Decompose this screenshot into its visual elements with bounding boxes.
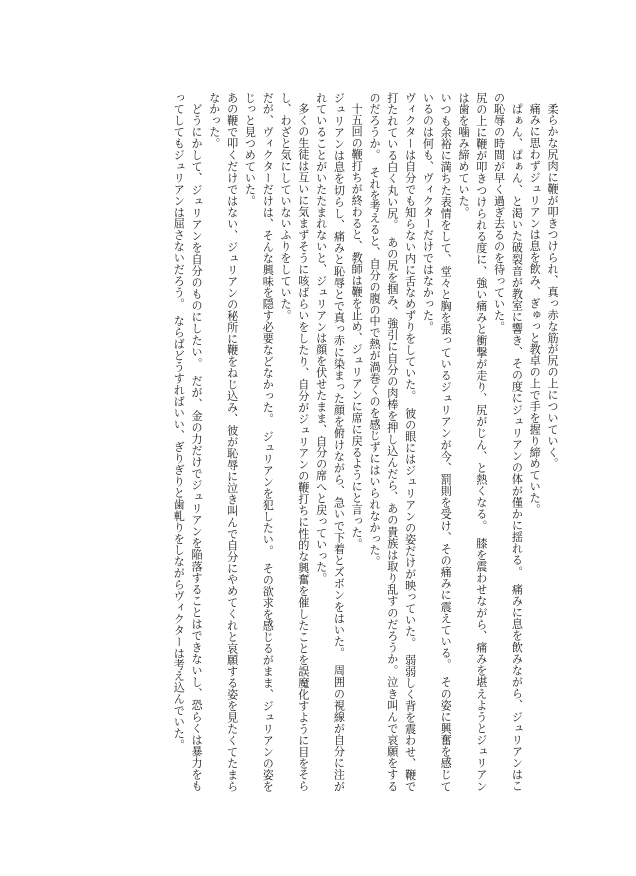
paragraph-8: ジュリアンは息を切らし、痛みと恥辱とで真っ赤に染まった顔を俯けながら、急いで下着とズボンをはいた。 周囲の視線が自分に注がれていることがいたたまれないと、ジュリアンは顔を伏せたまま、自分の席へと戻っていった。	[314, 92, 346, 792]
paragraph-3: ぱぁん、ぱぁん、と渇いた破裂音が教室に響き、その度にジュリアンの体が僅かに揺れる。 痛みに息を飲みながら、ジュリアンはこの恥辱の時間が早く過ぎ去るのを待っていた。	[492, 92, 524, 792]
paragraph-2: 痛みに思わずジュリアンは息を飲み、ぎゅっと教卓の上で手を握り締めていた。	[528, 103, 542, 516]
paragraph-10: だが、ヴィクターだけは、そんな興味を隠す必要などなかった。 ジュリアンを犯したい。 その欲求を感じるがまま、ジュリアンの姿をじっと見つめていた。	[243, 92, 275, 792]
paragraph-12: どうにかして、ジュリアンを自分のものにしたい。 だが、金の力だけでジュリアンを陥落することはできないし、恐らくは暴力をもってしてもジュリアンは屈さないだろう。 ならばどうすればいい、ぎりぎりと歯軋りをしながらヴィクターは考え込んでいた。	[172, 92, 204, 792]
paragraph-7: 十五回の鞭打ちが終わると、教師は鞭を止め、ジュリアンに席に戻るようにと言った。	[350, 103, 364, 550]
paragraph-9: 多くの生徒は互いに気まずそうに咳ばらいをしたり、自分がジュリアンの鞭打ちに性的な興奮を催したことを誤魔化すように目をそらし、わざと気にしていないふりをしていた。	[279, 92, 310, 792]
paragraph-6: ヴィクターは自分でも知らない内に舌なめずりをしていた。 彼の眼にはジュリアンの姿だけが映っていた。 弱弱しく背を震わせ、鞭で打たれている白く丸い尻。 あの尻を掴み、強引に自分の肉棒を押し込んだら、あの貴族は取り乱すのだろうか。泣き叫んで哀願をするのだろうか。 それを考えると、自分の腹の中で熱が渦巻くのを感じずにはいられなかった。	[368, 92, 417, 792]
vertical-text-body	[75, 92, 561, 792]
paragraph-4: 尻の上に鞭が叩きつけられる度に、強い痛みと衝撃が走り、尻がじん、と熱くなる。 膝を震わせながら、痛みを堪えようとジュリアンは歯を噛み締めていた。	[457, 92, 488, 792]
paragraph-1: 柔らかな尻肉に鞭が叩きつけられ、真っ赤な筋が尻の上についていく。	[546, 103, 559, 470]
paragraph-5: いつも余裕に満ちた表情をして、堂々と胸を張っているジュリアンが今、罰則を受け、その痛みに震えている。 その姿に興奮を感じているのは何も、ヴィクターだけではなかった。	[421, 92, 453, 792]
paragraph-11: あの鞭で叩くだけではない、ジュリアンの秘所に鞭をねじ込み、彼が恥辱に泣き叫んで自分にやめてくれと哀願する姿を見たくてたまらなかった。	[207, 92, 239, 792]
